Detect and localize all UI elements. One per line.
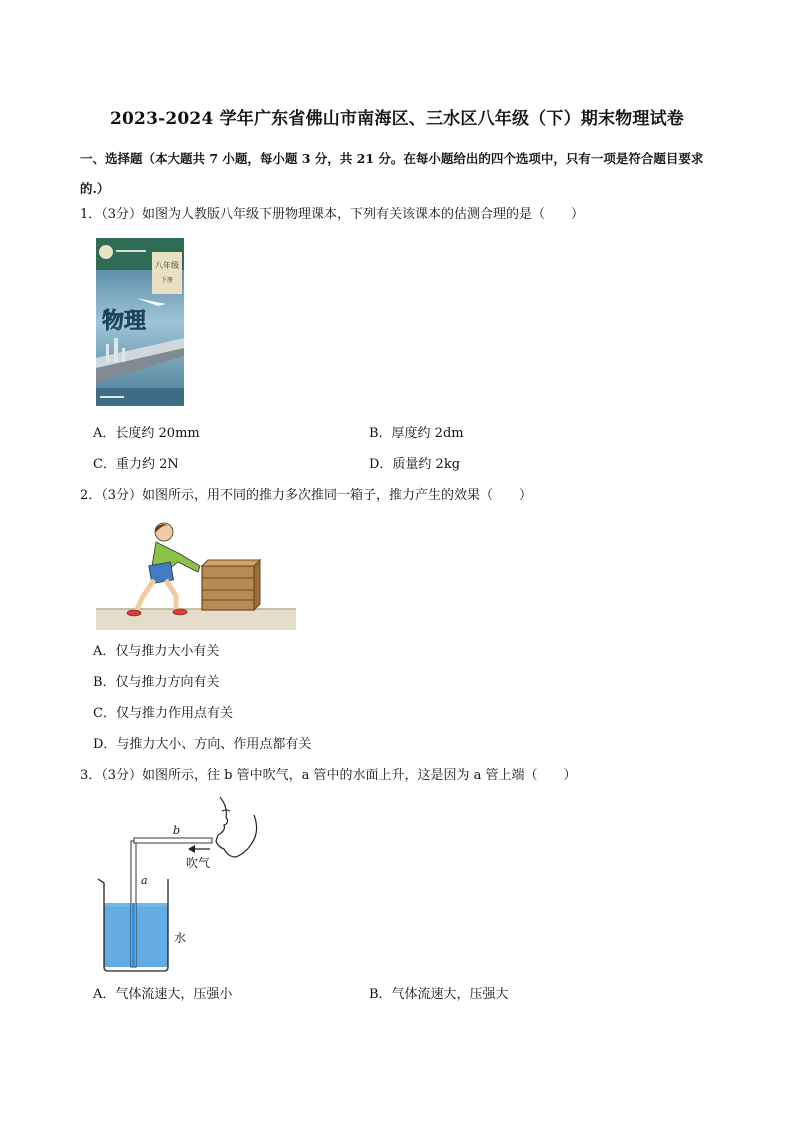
q1-option-d: D．质量约 2kg: [369, 457, 461, 472]
q2-option-c: C．仅与推力作用点有关: [93, 706, 233, 721]
q2-option-a: A．仅与推力大小有关: [93, 644, 220, 659]
q1-option-a: A．长度约 20mm: [93, 426, 200, 441]
section-heading: 一、选择题（本大题共 7 小题，每小题 3 分，共 21 分。在每小题给出的四个选项中，只有一项是符合题目要求的.）: [80, 151, 704, 196]
q1-option-c: C．重力约 2N: [93, 457, 179, 472]
q2-option-b: B．仅与推力方向有关: [93, 675, 220, 690]
question-1-stem: 1．（3分）如图为人教版八年级下册物理课本，下列有关该课本的估测合理的是（ ）: [80, 207, 585, 222]
beaker-tube-diagram: [92, 795, 262, 975]
label-b: b: [173, 824, 181, 837]
q3-option-a: A．气体流速大，压强小: [93, 987, 233, 1002]
label-water: 水: [174, 931, 187, 945]
question-3-stem: 3．（3分）如图所示，往 b 管中吹气，a 管中的水面上升，这是因为 a 管上端（ ）: [80, 768, 577, 783]
question-2-stem: 2．（3分）如图所示，用不同的推力多次推同一箱子，推力产生的效果（ ）: [80, 488, 533, 503]
label-blow: 吹气: [186, 856, 211, 870]
q1-option-b: B．厚度约 2dm: [369, 426, 464, 441]
q2-option-d: D．与推力大小、方向、作用点都有关: [93, 737, 312, 752]
q3-option-b: B．气体流速大，压强大: [369, 987, 509, 1002]
textbook-cover-image: [96, 238, 184, 406]
label-a: a: [141, 874, 148, 887]
boy-pushing-box-image: [96, 520, 296, 630]
book-volume-text: 下册: [160, 277, 174, 284]
book-grade-text: 八年级: [155, 261, 179, 270]
page-title: 2023-2024 学年广东省佛山市南海区、三水区八年级（下）期末物理试卷: [109, 109, 684, 129]
book-subject-text: 物理: [102, 308, 147, 334]
